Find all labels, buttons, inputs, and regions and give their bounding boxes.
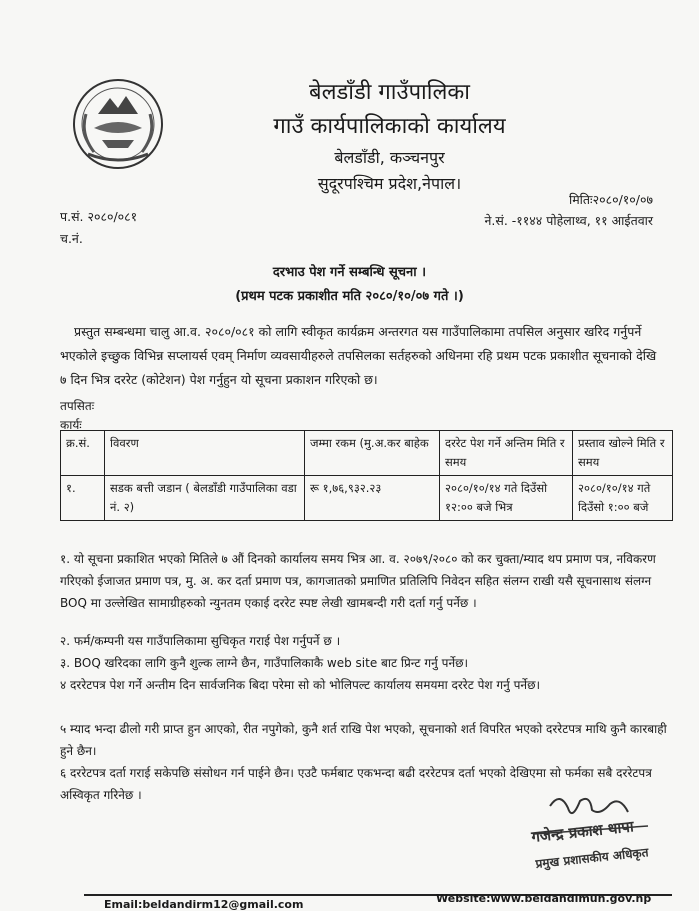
work-label: कार्यः bbox=[60, 418, 82, 432]
table-header-row bbox=[61, 431, 673, 476]
header-opening-time: प्रस्ताव खोल्ने मिति र समय bbox=[573, 431, 673, 476]
intro-paragraph: प्रस्तुत सम्बन्धमा चालु आ.व. २०८०/०८१ को लागि स्वीकृत कार्यक्रम अन्तरगत यस गाउँपालिकामा तपसिल अनुसार खरिद गर्नुपर्ने भएकोले इच्छुक विभिन्न सप्लायर्स एवम् निर्माण व्यवसायीहरुले तपसिलका सर्तहरुको अधिनमा रहि प्रथम पटक प्रकाशीत सूचनाको देखि ७ दिन भित्र दररेट (कोटेशन) पेश गर्नुहुन यो सूचना प्रकाशन गरिएको छ। bbox=[60, 324, 657, 387]
condition-item: ४ दररेटपत्र पेश गर्ने अन्तीम दिन सार्वजनिक बिदा परेमा सो को भोलिपल्ट कार्यालय समयमा दररेट पेश गर्नु पर्नेछ। bbox=[60, 678, 541, 692]
office-name: गाउँ कार्यपालिकाको कार्यालय bbox=[273, 114, 506, 139]
dispatch-number: च.नं. bbox=[60, 231, 83, 246]
cell-description: सडक बत्ती जडान ( बेलडाँडी गाउँपालिका वडा नं. २) bbox=[105, 476, 305, 521]
svg-text:प्रमुख प्रशासकीय अधिकृत: प्रमुख प्रशासकीय अधिकृत bbox=[534, 845, 650, 871]
cell-submission-deadline: २०८०/१०/१४ गते दिउँसो १२:०० बजे भित्र bbox=[440, 476, 573, 521]
header-submission-deadline: दररेट पेश गर्ने अन्तिम मिति र समय bbox=[440, 431, 573, 476]
header-serial: क्र.सं. bbox=[61, 431, 105, 476]
condition-item: २. फर्म/कम्पनी यस गाउँपालिकामा सुचिकृत गराई पेश गर्नुपर्ने छ । bbox=[60, 634, 341, 648]
table-row bbox=[61, 476, 673, 521]
svg-text:गजेन्द्र प्रकाश थापा: गजेन्द्र प्रकाश थापा bbox=[530, 817, 635, 846]
cell-amount: रू १,७६,९३२.२३ bbox=[305, 476, 440, 521]
cell-serial: १. bbox=[61, 476, 105, 521]
condition-item: ५ म्याद भन्दा ढीलो गरी प्राप्त हुन आएको, रीत नपुगेको, कुनै शर्त राखि पेश भएको, सूचनाको शर्त विपरित भएको दररेटपत्र माथि कुनै कारबाही हुने छैन। bbox=[60, 722, 667, 758]
cell-opening-time: २०८०/१०/१४ गते दिउँसो १:०० बजे bbox=[573, 476, 673, 521]
header-description: विवरण bbox=[105, 431, 305, 476]
reference-number: प.सं. २०८०/०८१ bbox=[60, 209, 138, 224]
tender-table bbox=[60, 430, 673, 521]
condition-item: १. यो सूचना प्रकाशित भएको मितिले ७ औं दिनको कार्यालय समय भित्र आ. व. २०७९/२०८० को कर चुक्ता/म्याद थप प्रमाण पत्र, नविकरण गरिएको ईजाजत प्रमाण पत्र, मु. अ. कर दर्ता प्रमाण पत्र, कागजातको प्रमाणित प्रतिलिपि निवेदन सहित संलग्न राखी यसै सूचनासाथ संलग्न BOQ मा उल्लेखित सामाग्रीहरुको न्युनतम एकाई दररेट स्पष्ट लेखी खामबन्दी गरी दर्ता गर्नु पर्नेछ । bbox=[60, 552, 656, 610]
officer-signature-stamp bbox=[520, 786, 670, 876]
header-amount: जम्मा रकम (मु.अ.कर बाहेक bbox=[305, 431, 440, 476]
notice-date: मितिः२०८०/१०/०७ bbox=[568, 192, 653, 207]
nepal-sambat-date: ने.सं. -११४४ पोहेलाथ्व, ११ आईतवार bbox=[484, 213, 653, 228]
footer-email: Email:beldandirm12@gmail.com bbox=[104, 898, 304, 911]
municipality-name: बेलडाँडी गाउँपालिका bbox=[309, 80, 470, 105]
office-province: सुदूरपश्चिम प्रदेश,नेपाल। bbox=[317, 174, 462, 193]
condition-item: ३. BOQ खरिदका लागि कुनै शुल्क लाग्ने छैन, गाउँपालिकाकै web site बाट प्रिन्ट गर्नु पर्नेछ। bbox=[60, 656, 469, 670]
notice-subject: दरभाउ पेश गर्ने सम्बन्धि सूचना । bbox=[272, 265, 427, 280]
footer-website: Website:www.beldandimun.gov.np bbox=[436, 892, 652, 905]
office-location: बेलडाँडी, कञ्चनपुर bbox=[334, 148, 445, 167]
condition-item: ६ दररेटपत्र दर्ता गराई सकेपछि संसोधन गर्न पाईने छैन। एउटै फर्मबाट एकभन्दा बढी दररेटपत्र दर्ता भएको देखिएमा सो फर्मका सबै दररेटपत्र अस्विकृत गरिनेछ । bbox=[60, 766, 652, 802]
first-publication-note: (प्रथम पटक प्रकाशीत मति २०८०/१०/०७ गते ।) bbox=[235, 289, 464, 304]
details-label: तपसितः bbox=[60, 399, 95, 413]
